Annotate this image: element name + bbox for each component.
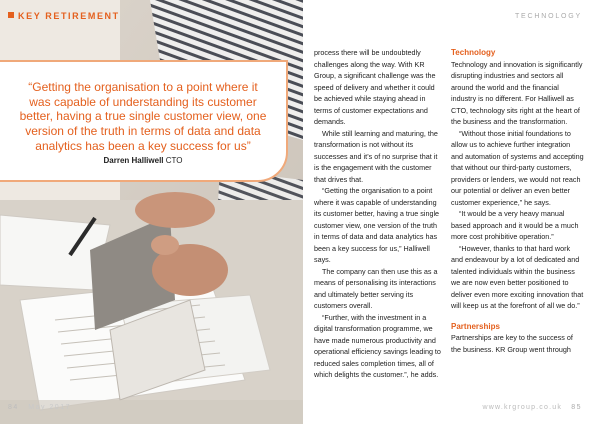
paragraph: While still learning and maturing, the transformation is not without its successes and it’s of no surprise that it is the engagement with the customer that drives that. xyxy=(314,128,438,184)
subheading-partnerships: Partnerships xyxy=(451,321,500,331)
paragraph: Technology and innovation is significantly disrupting industries and sectors all around the world and the financial industry is no different. For Halliwell as CTO, technology sits right at the heart of the business and the transformation. xyxy=(451,59,583,126)
page-number-left: 84 xyxy=(8,404,19,411)
paragraph: The company can then use this as a means of personalising its interactions and ultimately better serving its customers overall. xyxy=(314,266,438,310)
paragraph: “Getting the organisation to a point where it was capable of understanding its customer better, having a true single customer view, one version of the truth in terms of data and data analytics has been a key success for us,” Halliwell says. xyxy=(314,186,440,264)
section-label-right: TECHNOLOGY xyxy=(514,13,582,20)
paragraph: “Without those initial foundations to allow us to achieve further integration and automation of systems and accepting that without our third-party customers, providers or lenders, we would not reach our potential or deliver an even better customer experience,” he says. xyxy=(451,128,584,207)
paragraph: process there will be undoubtedly challenges along the way. With KR Group, a significant challenge was the speed of delivery and whether it could be achieved while staying ahead in terms of customer expectations and demands. xyxy=(314,48,436,126)
square-bullet-icon xyxy=(8,12,14,18)
footer-left xyxy=(8,404,71,411)
section-label-left: KEY RETIREMENT xyxy=(8,11,120,21)
pull-quote-text: “Getting the organisation to a point where it was capable of understanding its customer better, having a true single customer view, one version of the truth in terms of data and data analytics has been a key success for us” xyxy=(19,80,267,153)
attribution-role: CTO xyxy=(165,156,183,165)
paragraph: “It would be a very heavy manual based approach and it would be a much more cost prohibitive operation.” xyxy=(451,209,579,241)
paragraph: “Further, with the investment in a digital transformation programme, we have made numerous productivity and operational efficiency savings leading to reduced sales completion times, all of which delights the customer.”, he adds. xyxy=(314,312,441,379)
article-column-1 xyxy=(314,47,442,381)
website-link[interactable]: www.krgroup.co.uk xyxy=(482,404,563,411)
subheading-technology: Technology xyxy=(451,48,496,57)
page-number-right: 85 xyxy=(571,404,582,411)
paragraph: Partnerships are key to the success of the business. KR Group went through xyxy=(451,333,573,354)
issue-date: May 2017 xyxy=(28,404,71,411)
footer-right xyxy=(483,404,583,411)
paragraph: “However, thanks to that hard work and endeavour by a lot of dedicated and talented individuals within the business we are now even better positioned to deliver even more exciting innovation that will keep us at the forefront of all we do.” xyxy=(451,243,584,310)
article-column-2 xyxy=(451,47,584,355)
pull-quote-attribution xyxy=(18,156,268,165)
attribution-name: Darren Halliwell xyxy=(103,156,164,165)
